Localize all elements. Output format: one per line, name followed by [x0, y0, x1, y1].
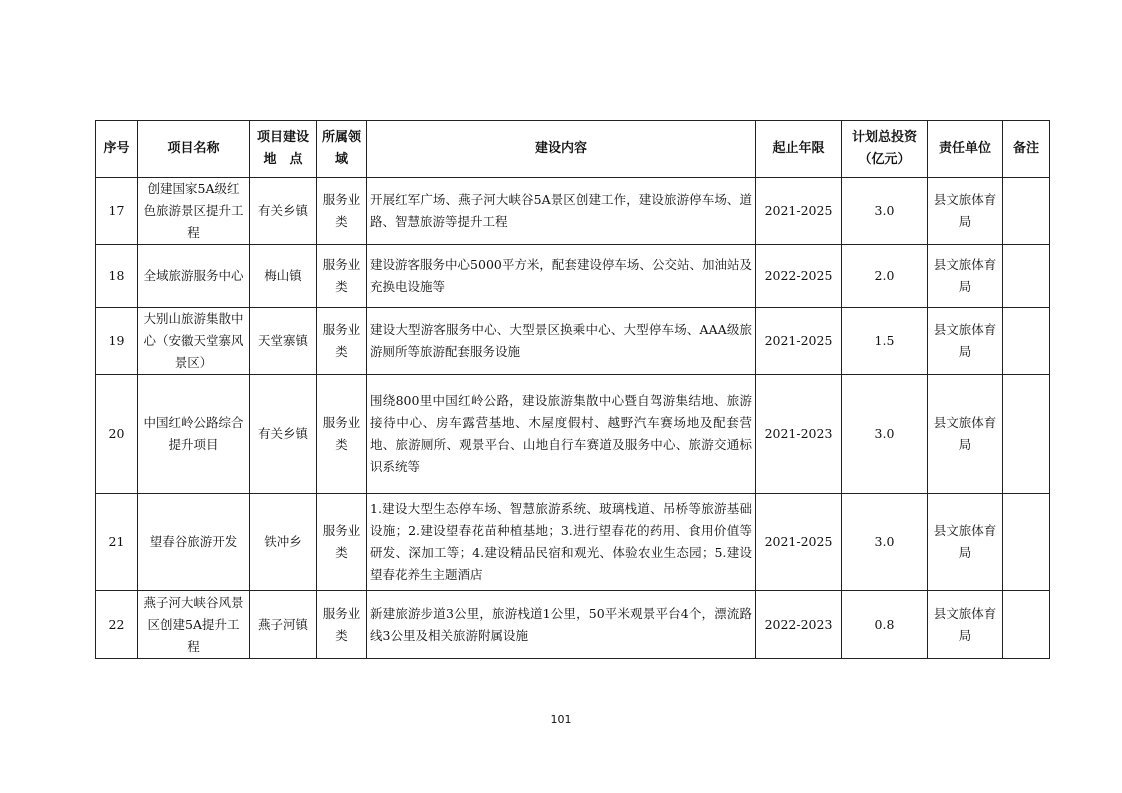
cell-period: 2021-2025	[756, 308, 842, 375]
cell-location: 有关乡镇	[250, 375, 317, 494]
table-row	[96, 591, 1050, 659]
header-unit: 责任单位	[928, 121, 1003, 178]
cell-no: 18	[96, 245, 138, 308]
table-row	[96, 308, 1050, 375]
cell-location: 燕子河镇	[250, 591, 317, 659]
cell-content: 建设游客服务中心5000平方米，配套建设停车场、公交站、加油站及充换电设施等	[367, 245, 756, 308]
header-note: 备注	[1003, 121, 1050, 178]
cell-name: 燕子河大峡谷风景区创建5A提升工程	[138, 591, 250, 659]
cell-period: 2022-2025	[756, 245, 842, 308]
cell-note	[1003, 178, 1050, 245]
cell-note	[1003, 245, 1050, 308]
cell-content: 围绕800里中国红岭公路，建设旅游集散中心暨自驾游集结地、旅游接待中心、房车露营基地、木屋度假村、越野汽车赛场地及配套营地、旅游厕所、观景平台、山地自行车赛道及服务中心、旅游交通标识系统等	[367, 375, 756, 494]
cell-period: 2021-2025	[756, 178, 842, 245]
cell-name: 大别山旅游集散中心（安徽天堂寨风景区）	[138, 308, 250, 375]
cell-unit: 县文旅体育局	[928, 178, 1003, 245]
header-location: 项目建设地 点	[250, 121, 317, 178]
cell-content: 1.建设大型生态停车场、智慧旅游系统、玻璃栈道、吊桥等旅游基础设施；2.建设望春花苗种植基地；3.进行望春花的药用、食用价值等研发、深加工等；4.建设精品民宿和观光、体验农业生态园；5.建设望春花养生主题酒店	[367, 494, 756, 591]
cell-name: 全域旅游服务中心	[138, 245, 250, 308]
cell-note	[1003, 375, 1050, 494]
header-field: 所属领域	[317, 121, 367, 178]
header-period: 起止年限	[756, 121, 842, 178]
cell-location: 铁冲乡	[250, 494, 317, 591]
cell-investment: 0.8	[842, 591, 928, 659]
header-investment: 计划总投资（亿元）	[842, 121, 928, 178]
cell-period: 2021-2025	[756, 494, 842, 591]
cell-investment: 3.0	[842, 178, 928, 245]
cell-unit: 县文旅体育局	[928, 591, 1003, 659]
cell-content: 开展红军广场、燕子河大峡谷5A景区创建工作，建设旅游停车场、道路、智慧旅游等提升工程	[367, 178, 756, 245]
cell-unit: 县文旅体育局	[928, 494, 1003, 591]
cell-location: 有关乡镇	[250, 178, 317, 245]
cell-name: 中国红岭公路综合提升项目	[138, 375, 250, 494]
cell-note	[1003, 591, 1050, 659]
cell-field: 服务业类	[317, 375, 367, 494]
cell-unit: 县文旅体育局	[928, 308, 1003, 375]
cell-name: 创建国家5A级红色旅游景区提升工程	[138, 178, 250, 245]
cell-field: 服务业类	[317, 178, 367, 245]
cell-unit: 县文旅体育局	[928, 245, 1003, 308]
page-number: 101	[550, 713, 572, 726]
cell-field: 服务业类	[317, 494, 367, 591]
cell-investment: 2.0	[842, 245, 928, 308]
cell-content: 新建旅游步道3公里，旅游栈道1公里，50平米观景平台4个，漂流路线3公里及相关旅游附属设施	[367, 591, 756, 659]
cell-note	[1003, 494, 1050, 591]
cell-name: 望春谷旅游开发	[138, 494, 250, 591]
cell-no: 19	[96, 308, 138, 375]
table-header-row	[96, 121, 1050, 178]
cell-location: 天堂寨镇	[250, 308, 317, 375]
cell-period: 2022-2023	[756, 591, 842, 659]
cell-investment: 1.5	[842, 308, 928, 375]
cell-period: 2021-2023	[756, 375, 842, 494]
table-row	[96, 178, 1050, 245]
header-name: 项目名称	[138, 121, 250, 178]
cell-field: 服务业类	[317, 308, 367, 375]
cell-field: 服务业类	[317, 591, 367, 659]
cell-location: 梅山镇	[250, 245, 317, 308]
cell-field: 服务业类	[317, 245, 367, 308]
cell-no: 17	[96, 178, 138, 245]
project-table	[95, 120, 1050, 659]
cell-no: 21	[96, 494, 138, 591]
header-content: 建设内容	[367, 121, 756, 178]
cell-investment: 3.0	[842, 375, 928, 494]
table-row	[96, 375, 1050, 494]
cell-note	[1003, 308, 1050, 375]
table-row	[96, 494, 1050, 591]
header-no: 序号	[96, 121, 138, 178]
cell-content: 建设大型游客服务中心、大型景区换乘中心、大型停车场、AAA级旅游厕所等旅游配套服务设施	[367, 308, 756, 375]
cell-no: 20	[96, 375, 138, 494]
cell-unit: 县文旅体育局	[928, 375, 1003, 494]
cell-no: 22	[96, 591, 138, 659]
cell-investment: 3.0	[842, 494, 928, 591]
table-row	[96, 245, 1050, 308]
